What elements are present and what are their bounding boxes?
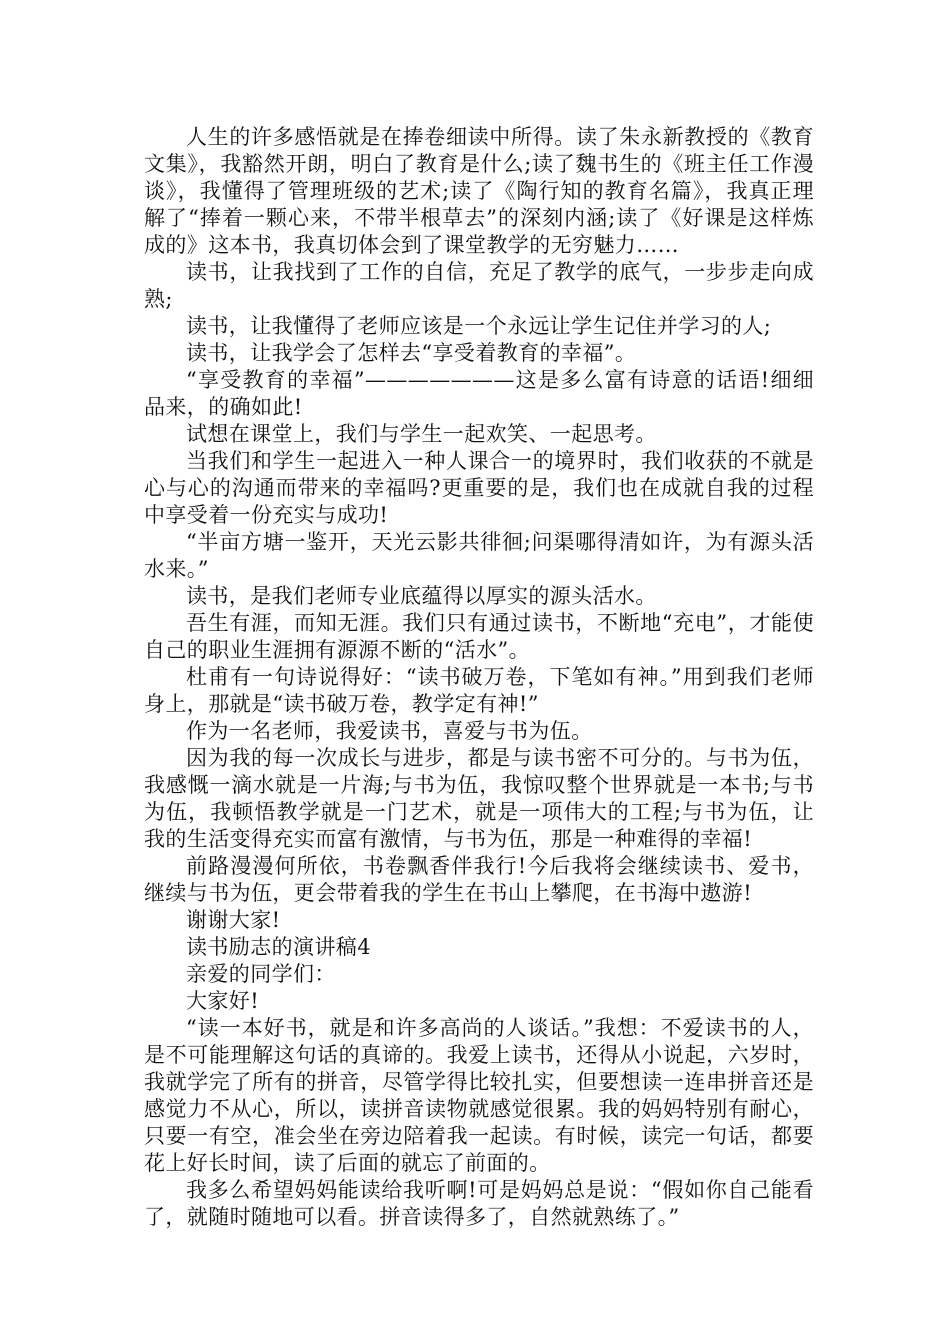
paragraph: “享受教育的幸福”———————这是多么富有诗意的话语!细细品来，的确如此!	[144, 368, 814, 419]
paragraph: 读书，让我学会了怎样去“享受着教育的幸福”。	[186, 341, 637, 365]
paragraph: 人生的许多感悟就是在捧卷细读中所得。读了朱永新教授的《教育文集》，我豁然开朗，明白了教育是什么;读了魏书生的《班主任工作漫谈》，我懂得了管理班级的艺术;读了《陶行知的教育名篇》，我真正理解了“捧着一颗心来，不带半根草去”的深刻内涵;读了《好课是这样炼成的》这本书，我真切体会到了课堂教学的无穷魅力……	[144, 125, 814, 257]
paragraph: 作为一名老师，我爱读书，喜爱与书为伍。	[186, 719, 593, 743]
paragraph: 前路漫漫何所依，书卷飘香伴我行!今后我将会继续读书、爱书，继续与书为伍，更会带着我的学生在书山上攀爬，在书海中遨游!	[144, 854, 814, 905]
paragraph: 当我们和学生一起进入一种人课合一的境界时，我们收获的不就是心与心的沟通而带来的幸福吗?更重要的是，我们也在成就自我的过程中享受着一份充实与成功!	[144, 449, 814, 527]
paragraph: 读书，让我懂得了老师应该是一个永远让学生记住并学习的人;	[186, 314, 772, 338]
paragraph: 试想在课堂上，我们与学生一起欢笑、一起思考。	[186, 422, 657, 446]
salutation: 亲爱的同学们：	[186, 962, 336, 986]
paragraph: 因为我的每一次成长与进步，都是与读书密不可分的。与书为伍，我感慨一滴水就是一片海;与书为伍，我惊叹整个世界就是一本书;与书为伍，我顿悟教学就是一门艺术，就是一项伟大的工程;与书为伍，让我的生活变得充实而富有激情，与书为伍，那是一种难得的幸福!	[144, 746, 814, 851]
paragraph: “读一本好书，就是和许多高尚的人谈话。”我想：不爱读书的人，是不可能理解这句话的真谛的。我爱上读书，还得从小说起，六岁时，我就学完了所有的拼音，尽管学得比较扎实，但要想读一连串拼音还是感觉力不从心，所以，读拼音读物就感觉很累。我的妈妈特别有耐心，只要一有空，准会坐在旁边陪着我一起读。有时候，读完一句话，都要花上好长时间，读了后面的就忘了前面的。	[144, 1016, 814, 1175]
paragraph: 我多么希望妈妈能读给我听啊!可是妈妈总是说：“假如你自己能看了，就随时随地可以看。拼音读得多了，自然就熟练了。”	[144, 1178, 814, 1229]
paragraph: 杜甫有一句诗说得好：“读书破万卷，下笔如有神。”用到我们老师身上，那就是“读书破万卷，教学定有神!”	[144, 665, 814, 716]
paragraph: 读书，让我找到了工作的自信，充足了教学的底气，一步步走向成熟;	[144, 260, 814, 311]
paragraph: 谢谢大家!	[186, 908, 281, 932]
paragraph: “半亩方塘一鉴开，天光云影共徘徊;问渠哪得清如许，为有源头活水来。”	[144, 530, 814, 581]
greeting: 大家好!	[186, 989, 260, 1013]
document-body	[144, 124, 814, 1231]
section-title: 读书励志的演讲稿4	[186, 935, 371, 959]
paragraph: 吾生有涯，而知无涯。我们只有通过读书，不断地“充电”，才能使自己的职业生涯拥有源源不断的“活水”。	[144, 611, 814, 662]
paragraph: 读书，是我们老师专业底蕴得以厚实的源头活水。	[186, 584, 657, 608]
